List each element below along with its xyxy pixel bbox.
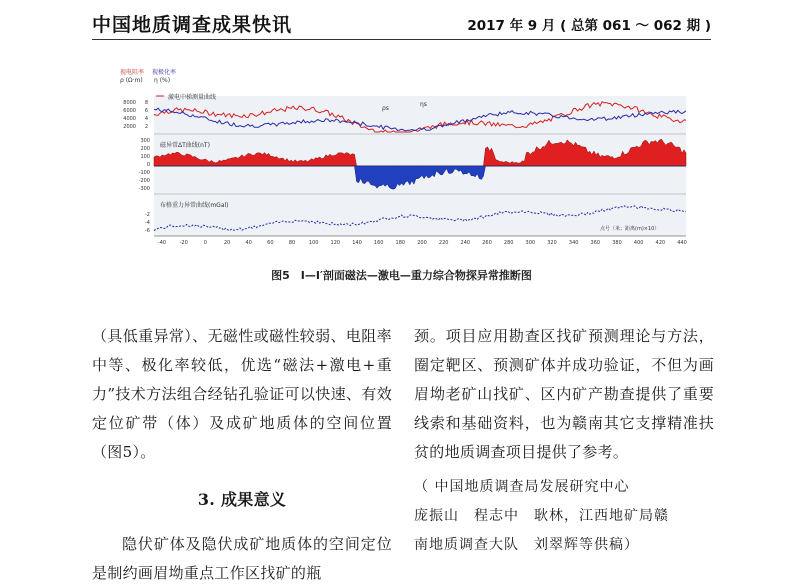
rho-title: 视电阻率 [120, 69, 145, 76]
eta-tick-label: 8 [144, 100, 148, 106]
rho-tick-label: 6000 [123, 108, 136, 114]
left-paragraph-2: 隐伏矿体及隐伏成矿地质体的空间定位是制约画眉坳重点工作区找矿的瓶 [92, 535, 392, 582]
credit-line-2: 庞振山 程志中 耿林，江西地矿局赣 [414, 508, 669, 524]
mag-tick-label: -200 [138, 178, 150, 184]
x-tick-label: 20 [223, 240, 231, 246]
header-rule [92, 39, 711, 40]
x-tick-label: 0 [203, 240, 207, 246]
right-column [414, 322, 714, 560]
eta-unit: η (%) [154, 77, 171, 84]
eta-tick-label: 6 [144, 108, 148, 114]
grav-tick-label: -4 [145, 220, 150, 226]
x-axis-note: 点号（米；距离(m)×10） [600, 226, 660, 232]
x-tick-label: 120 [330, 240, 341, 246]
x-tick-label: 160 [373, 240, 384, 246]
x-tick-label: 360 [590, 240, 601, 246]
credit-line-1: （ 中国地质调查局发展研究中心 [414, 479, 630, 495]
x-tick-label: 40 [245, 240, 252, 246]
grav-curve-label: 布格重力异常曲线(mGal) [160, 202, 229, 209]
geophysics-figure [114, 66, 694, 256]
x-tick-label: 320 [547, 240, 557, 246]
x-tick-label: 80 [288, 240, 296, 246]
eta-curve-mark: ηs [420, 101, 427, 108]
mag-axis [139, 138, 150, 192]
mag-tick-label: -100 [138, 170, 150, 176]
ip-curve-label: 激电中梯测量曲线 [168, 94, 217, 101]
x-tick-label: 380 [612, 240, 622, 246]
x-tick-label: 240 [460, 240, 471, 246]
mag-tick-label: 200 [140, 146, 150, 152]
x-tick-label: 280 [503, 240, 514, 246]
x-tick-label: -40 [157, 240, 167, 246]
mag-tick-label: -300 [138, 186, 150, 192]
x-tick-label: 260 [482, 240, 492, 246]
credit-line-3: 南地质调查大队 刘翠辉等供稿） [414, 537, 639, 553]
rho-tick-label: 8000 [123, 100, 136, 106]
eta-tick-label: 2 [144, 124, 148, 130]
right-paragraph: 颈。项目应用勘查区找矿预测理论与方法，圈定靶区、预测矿体并成功验证，不但为画眉坳老矿山找矿、区内矿产勘查提供了重要线索和基础资料，也为赣南其它支撑精准扶贫的地质调查项目提供了参考。 [414, 327, 714, 461]
rho-unit: ρ (Ω·m) [120, 77, 143, 84]
mag-curve-label: 磁异常ΔT曲线(nT) [160, 142, 210, 149]
grav-axis [145, 212, 150, 234]
rho-tick-label: 2000 [123, 124, 136, 130]
mag-tick-label: 300 [140, 138, 150, 144]
x-tick-label: 60 [267, 240, 274, 246]
x-tick-label: 220 [438, 240, 449, 246]
journal-title: 中国地质调查成果快讯 [92, 14, 293, 36]
mag-tick-label: 0 [146, 162, 150, 168]
eta-title: 视极化率 [152, 69, 177, 76]
section-title: 3. 成果意义 [197, 490, 287, 509]
issue-info: 2017 年 9 月 ( 总第 061 ～ 062 期 ) [467, 18, 711, 34]
x-tick-label: 340 [568, 240, 579, 246]
grav-tick-label: -2 [145, 212, 150, 218]
mag-tick-label: 100 [140, 154, 150, 160]
eta-axis [145, 100, 148, 130]
x-tick-label: 200 [417, 240, 427, 246]
x-axis-ticks [158, 240, 687, 246]
x-tick-label: 180 [395, 240, 406, 246]
rho-curve-mark: ρs [382, 105, 389, 112]
x-tick-label: 420 [655, 240, 666, 246]
x-tick-label: -20 [179, 240, 188, 246]
x-tick-label: 300 [525, 240, 536, 246]
rho-axis [123, 100, 136, 130]
x-tick-label: 400 [633, 240, 644, 246]
left-column [92, 322, 392, 588]
left-paragraph-1: （具低重异常）、无磁性或磁性较弱、电阻率中等、极化率较低，优选“磁法+激电+重力”技术方法组合经钻孔验证可以快速、有效定位矿带（体）及成矿地质体的空间位置（图5）。 [92, 327, 392, 461]
x-tick-label: 140 [352, 240, 362, 246]
figure-caption: 图5 Ⅰ—Ⅰ′剖面磁法—激电—重力综合物探异常推断图 [271, 269, 532, 282]
eta-tick-label: 4 [144, 116, 148, 122]
grav-tick-label: -6 [145, 228, 150, 234]
rho-tick-label: 4000 [123, 116, 136, 122]
x-tick-label: 440 [677, 240, 687, 246]
x-tick-label: 100 [308, 240, 319, 246]
